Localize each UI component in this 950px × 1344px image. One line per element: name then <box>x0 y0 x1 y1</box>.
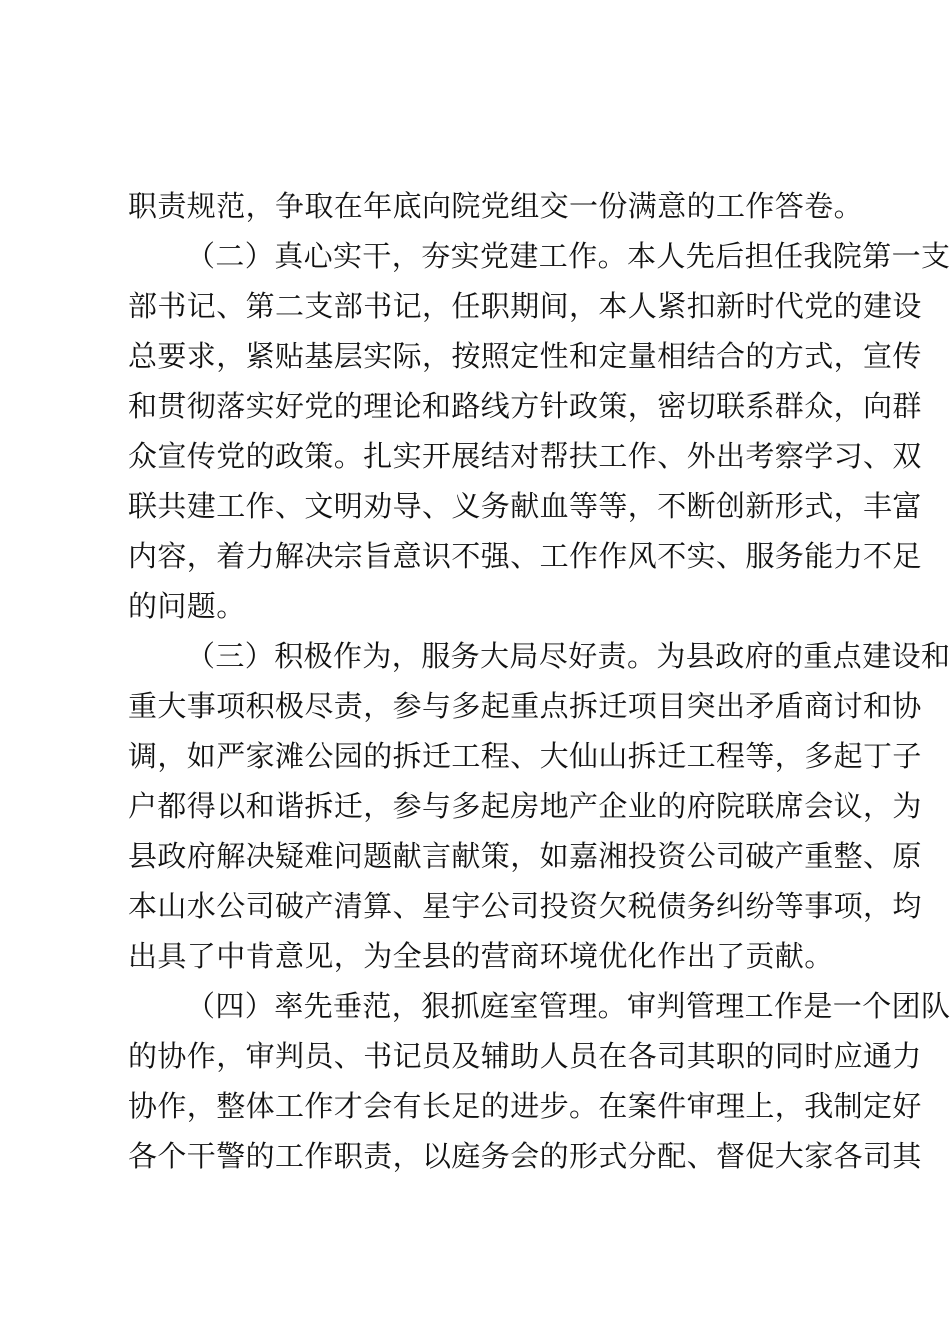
text-line: 重大事项积极尽责，参与多起重点拆迁项目突出矛盾商讨和协 <box>128 689 922 723</box>
text-line: （四）率先垂范，狠抓庭室管理。审判管理工作是一个团队 <box>186 989 950 1023</box>
document-body <box>128 181 950 1181</box>
text-line: 本山水公司破产清算、星宇公司投资欠税债务纠纷等事项，均 <box>128 889 922 923</box>
text-line: 调，如严家滩公园的拆迁工程、大仙山拆迁工程等，多起丁子 <box>128 739 922 773</box>
text-line: 各个干警的工作职责，以庭务会的形式分配、督促大家各司其 <box>128 1139 922 1173</box>
text-line: 的问题。 <box>128 589 246 623</box>
text-line: 联共建工作、文明劝导、义务献血等等，不断创新形式，丰富 <box>128 489 922 523</box>
text-line: 总要求，紧贴基层实际，按照定性和定量相结合的方式，宣传 <box>128 339 922 373</box>
text-line: 和贯彻落实好党的理论和路线方针政策，密切联系群众，向群 <box>128 389 922 423</box>
text-line: 协作，整体工作才会有长足的进步。在案件审理上，我制定好 <box>128 1089 922 1123</box>
text-line: （二）真心实干，夯实党建工作。本人先后担任我院第一支 <box>186 239 950 273</box>
text-line: 众宣传党的政策。扎实开展结对帮扶工作、外出考察学习、双 <box>128 439 922 473</box>
text-line: 职责规范，争取在年底向院党组交一份满意的工作答卷。 <box>128 189 864 223</box>
text-line: 户都得以和谐拆迁，参与多起房地产企业的府院联席会议，为 <box>128 789 922 823</box>
text-line: （三）积极作为，服务大局尽好责。为县政府的重点建设和 <box>186 639 950 673</box>
text-line: 出具了中肯意见，为全县的营商环境优化作出了贡献。 <box>128 939 834 973</box>
text-line: 内容，着力解决宗旨意识不强、工作作风不实、服务能力不足 <box>128 539 922 573</box>
text-line: 的协作，审判员、书记员及辅助人员在各司其职的同时应通力 <box>128 1039 922 1073</box>
text-line: 部书记、第二支部书记，任职期间，本人紧扣新时代党的建设 <box>128 289 922 323</box>
text-line: 县政府解决疑难问题献言献策，如嘉湘投资公司破产重整、原 <box>128 839 922 873</box>
